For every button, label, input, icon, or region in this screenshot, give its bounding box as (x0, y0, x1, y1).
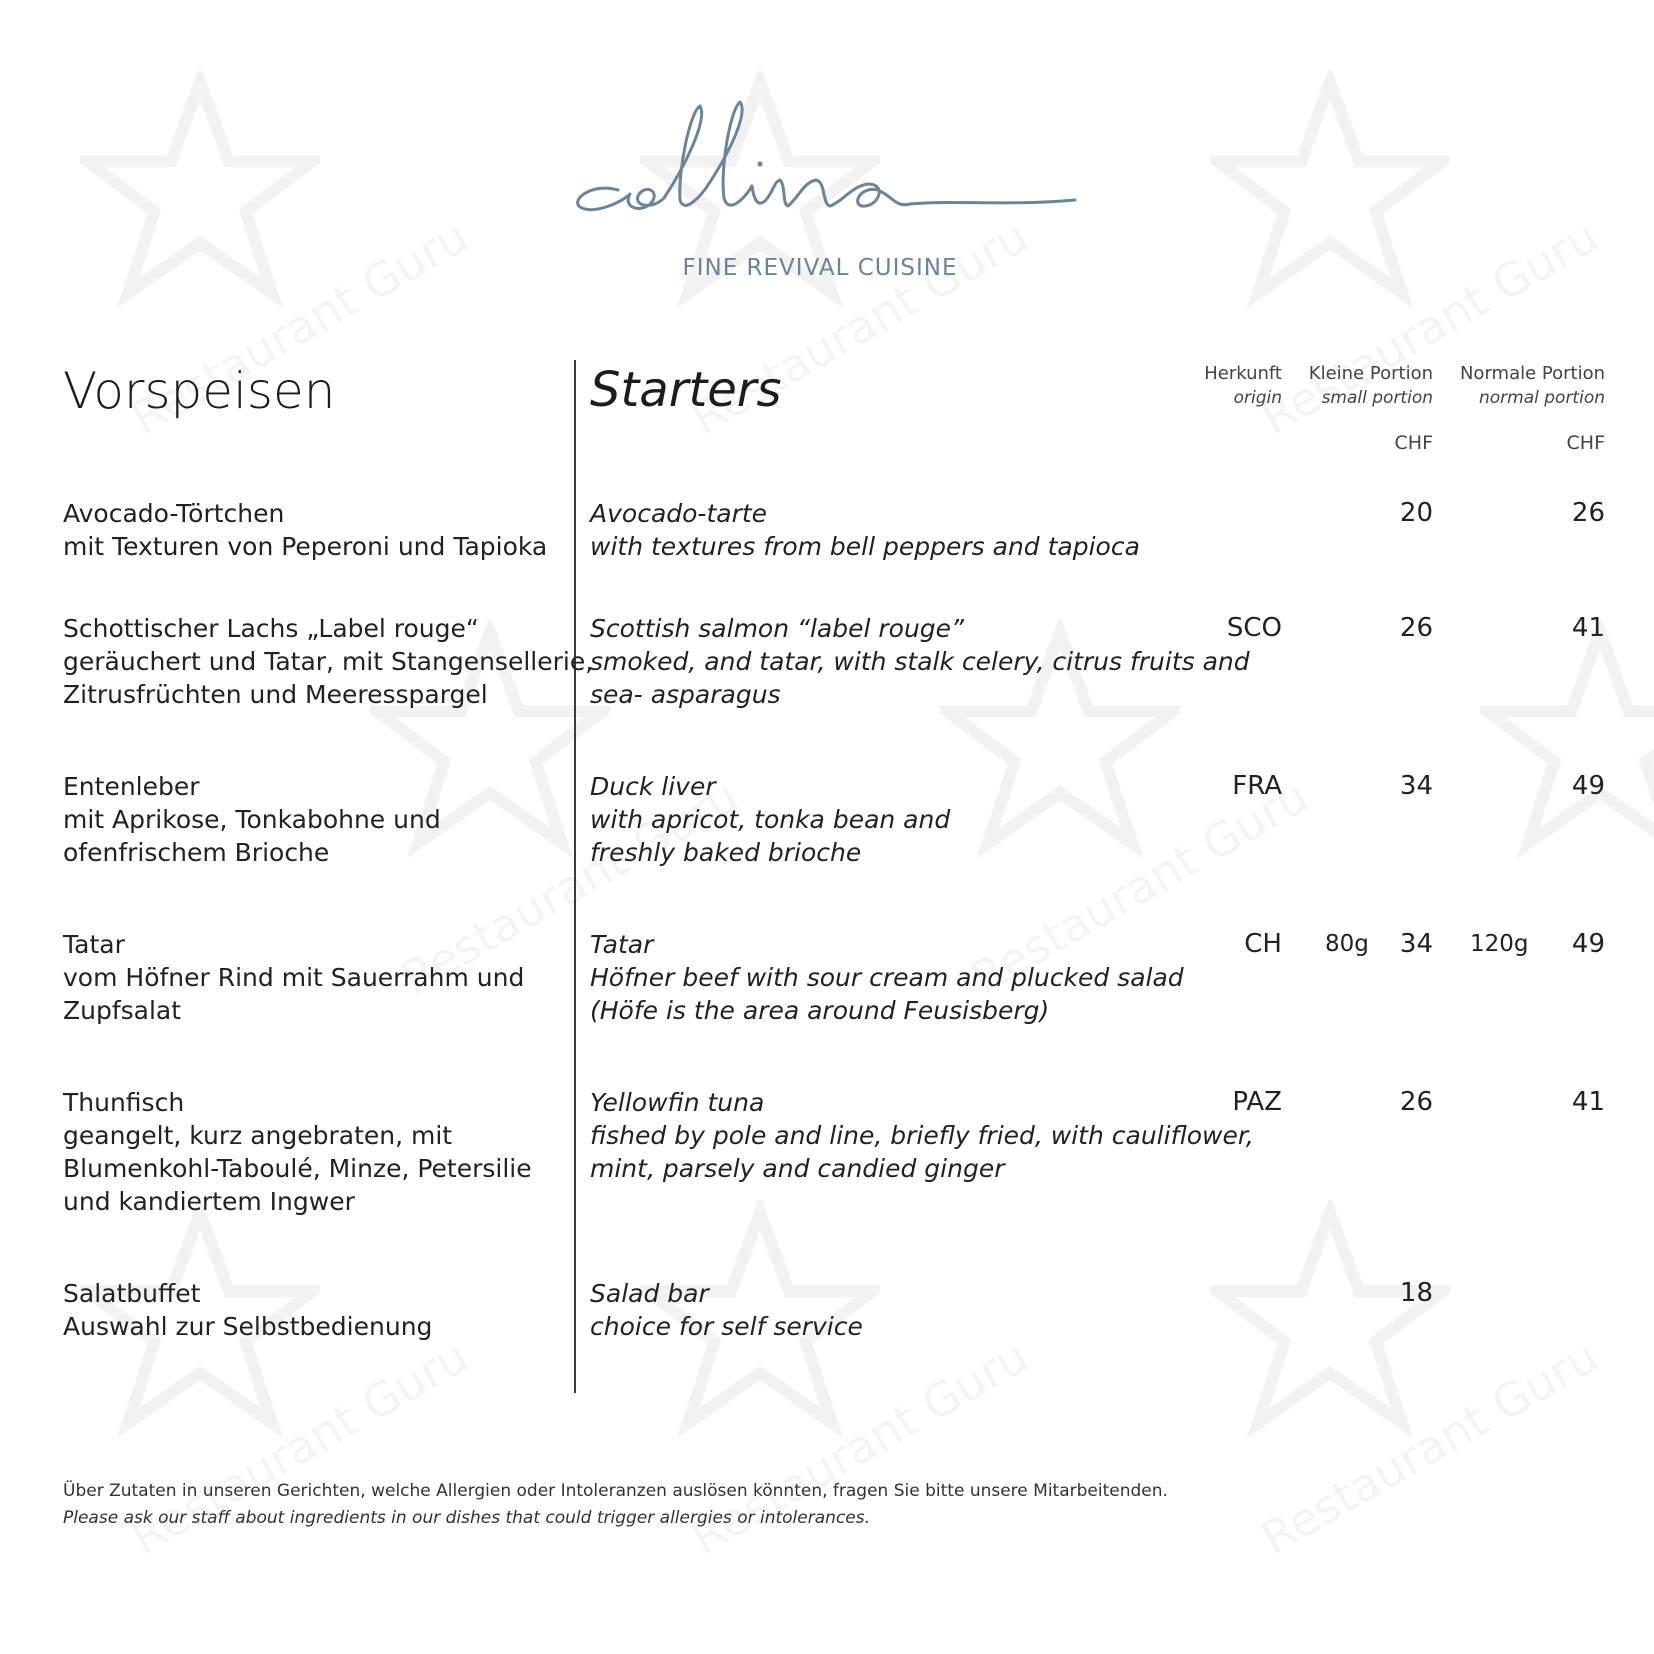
allergy-note-english: Please ask our staff about ingredients in our dishes that could trigger allergies or intolerances. (63, 1508, 870, 1528)
dish-detail-german: mit Texturen von Peperoni und Tapioka (63, 532, 548, 561)
dish-description-english (590, 928, 1184, 1027)
dish-name-german: Avocado-Törtchen (63, 499, 285, 528)
dish-description-english (590, 612, 1250, 711)
small-portion-price: 18 (1399, 1278, 1433, 1308)
dish-description-german (63, 612, 593, 711)
dish-detail-german: geangelt, kurz angebraten, mit (63, 1121, 453, 1150)
column-divider (574, 360, 576, 1393)
normal-portion-price: 26 (1571, 498, 1605, 528)
allergy-note-german: Über Zutaten in unseren Gerichten, welche Allergien oder Intoleranzen auslösen könnten, fragen Sie bitte unsere Mitarbeitenden. (63, 1481, 1168, 1501)
dish-detail-english: smoked, and tatar, with stalk celery, citrus fruits and (590, 647, 1250, 676)
normal-portion-price: 49 (1571, 929, 1605, 959)
dish-name-english: Salad bar (590, 1279, 709, 1308)
dish-name-german: Entenleber (63, 772, 200, 801)
watermark-star-fork-icon (1210, 1200, 1450, 1440)
watermark-star-fork-icon (1210, 70, 1450, 310)
logo-tagline: FINE REVIVAL CUISINE (682, 255, 958, 281)
column-header-small-en: small portion (1321, 388, 1433, 408)
dish-detail-german: ofenfrischem Brioche (63, 838, 330, 867)
dish-detail-german: geräuchert und Tatar, mit Stangensellerie, (63, 647, 594, 676)
dish-detail-german: Zitrusfrüchten und Meeresspargel (63, 680, 488, 709)
column-header-origin (1204, 362, 1282, 410)
column-header-origin-en: origin (1233, 388, 1282, 408)
column-header-small (1309, 362, 1433, 410)
column-header-normal (1460, 362, 1605, 410)
normal-portion-price: 41 (1571, 1087, 1605, 1117)
watermark-star-fork-icon (1480, 620, 1654, 860)
small-portion-price: 26 (1399, 1087, 1433, 1117)
small-portion-price: 20 (1399, 498, 1433, 528)
dish-name-german: Thunfisch (63, 1088, 185, 1117)
currency-small: CHF (1394, 432, 1433, 454)
dish-detail-german: und kandiertem Ingwer (63, 1187, 355, 1216)
dish-detail-english: with apricot, tonka bean and (590, 805, 951, 834)
column-header-origin-de: Herkunft (1204, 363, 1282, 384)
currency-normal: CHF (1566, 432, 1605, 454)
dish-detail-english: choice for self service (590, 1312, 863, 1341)
dish-description-german (63, 497, 547, 563)
dish-description-german (63, 928, 524, 1027)
dish-detail-german: vom Höfner Rind mit Sauerrahm und (63, 963, 525, 992)
allergy-note (63, 1478, 1168, 1532)
section-heading-english: Starters (590, 362, 782, 418)
normal-portion-price: 41 (1571, 613, 1605, 643)
dish-name-english: Duck liver (590, 772, 716, 801)
normal-portion-weight: 120g (1470, 931, 1529, 957)
dish-name-german: Schottischer Lachs „Label rouge“ (63, 614, 479, 643)
section-heading-german: Vorspeisen (63, 362, 336, 420)
restaurant-logo (560, 90, 1080, 300)
dish-detail-german: Blumenkohl-Taboulé, Minze, Petersilie (63, 1154, 532, 1183)
dish-detail-english: sea- asparagus (590, 680, 781, 709)
dish-detail-english: freshly baked brioche (590, 838, 862, 867)
dish-description-german (63, 1277, 432, 1343)
dish-description-german (63, 1086, 532, 1218)
small-portion-price: 34 (1399, 771, 1433, 801)
dish-origin: SCO (1226, 613, 1282, 643)
column-header-small-de: Kleine Portion (1308, 363, 1433, 384)
collina-script-logo (560, 90, 1080, 240)
small-portion-price: 26 (1399, 613, 1433, 643)
dish-description-english (590, 1277, 863, 1343)
dish-name-english: Scottish salmon “label rouge” (590, 614, 964, 643)
column-header-normal-de: Normale Portion (1459, 363, 1605, 384)
column-header-normal-en: normal portion (1478, 388, 1605, 408)
dish-detail-german: Zupfsalat (63, 996, 182, 1025)
dish-name-english: Yellowfin tuna (590, 1088, 765, 1117)
dish-detail-english: mint, parsely and candied ginger (590, 1154, 1005, 1183)
dish-detail-german: mit Aprikose, Tonkabohne und (63, 805, 441, 834)
dish-description-english (590, 770, 950, 869)
dish-detail-english: with textures from bell peppers and tapioca (590, 532, 1140, 561)
dish-name-german: Salatbuffet (63, 1279, 201, 1308)
dish-origin: FRA (1232, 771, 1282, 801)
dish-name-english: Tatar (590, 930, 654, 959)
small-portion-price: 34 (1399, 929, 1433, 959)
watermark-text (1252, 1329, 1608, 1565)
dish-detail-english: (Höfe is the area around Feusisberg) (590, 996, 1050, 1025)
normal-portion-price: 49 (1571, 771, 1605, 801)
dish-detail-german: Auswahl zur Selbstbedienung (63, 1312, 433, 1341)
dish-name-german: Tatar (63, 930, 125, 959)
dish-description-german (63, 770, 441, 869)
dish-origin: CH (1244, 929, 1282, 959)
dish-origin: PAZ (1232, 1087, 1282, 1117)
dish-description-english (590, 497, 1140, 563)
dish-detail-english: Höfner beef with sour cream and plucked salad (590, 963, 1184, 992)
small-portion-weight: 80g (1325, 931, 1369, 957)
watermark-star-fork-icon (80, 70, 320, 310)
dish-detail-english: fished by pole and line, briefly fried, with cauliflower, (590, 1121, 1254, 1150)
dish-name-english: Avocado-tarte (590, 499, 768, 528)
dish-description-english (590, 1086, 1254, 1185)
